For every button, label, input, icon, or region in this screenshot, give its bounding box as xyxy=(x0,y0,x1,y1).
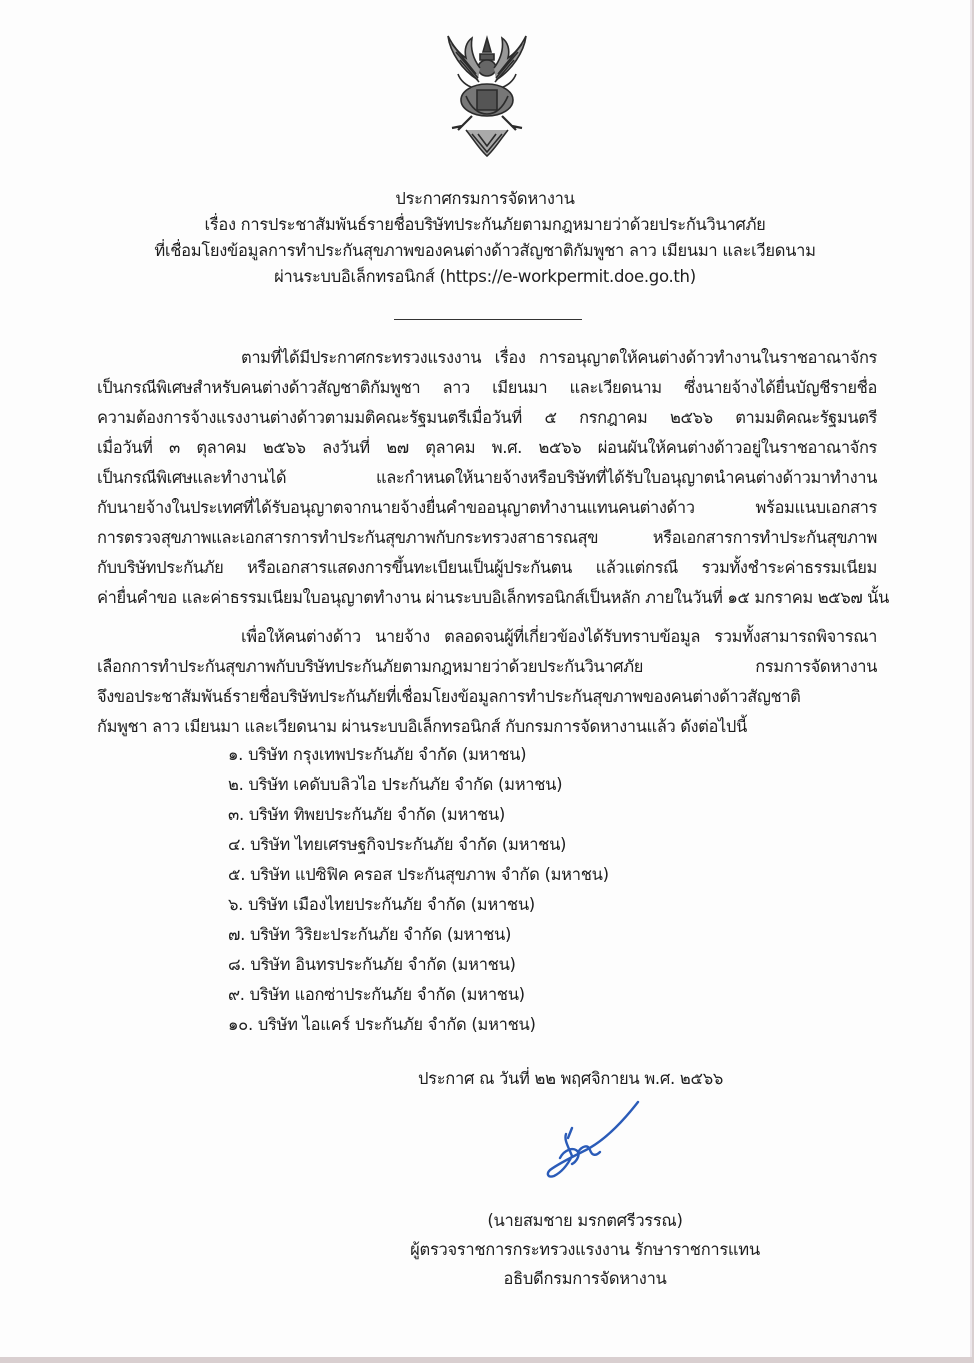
list-item: ๑๐. บริษัท ไอแคร์ ประกันภัย จำกัด (มหาชน) xyxy=(228,1015,536,1034)
paragraph-line: เพื่อให้คนต่างด้าว นายจ้าง ตลอดจนผู้ที่เกี่ยวข้องได้รับทราบข้อมูล รวมทั้งสามารถพิจารณา xyxy=(241,627,877,646)
paragraph-line: กับบริษัทประกันภัย หรือเอกสารแสดงการขึ้นทะเบียนเป็นผู้ประกันตน แล้วแต่กรณี รวมทั้งชำระค่าธรรมเนียม xyxy=(97,558,877,577)
insurance-company-list xyxy=(228,740,609,1040)
list-item: ๙. บริษัท แอกซ่าประกันภัย จำกัด (มหาชน) xyxy=(228,985,525,1004)
paragraph-line: ค่ายื่นคำขอ และค่าธรรมเนียมใบอนุญาตทำงาน ผ่านระบบอิเล็กทรอนิกส์เป็นหลัก ภายในวันที่ ๑๕ มกราคม ๒๕๖๗ นั้น xyxy=(97,588,889,607)
list-item: ๖. บริษัท เมืองไทยประกันภัย จำกัด (มหาชน) xyxy=(228,895,535,914)
title-divider xyxy=(394,319,582,320)
subject-line-1: เรื่อง การประชาสัมพันธ์รายชื่อบริษัทประกันภัยตามกฎหมายว่าด้วยประกันวินาศภัย xyxy=(204,215,766,234)
paragraph-line: เป็นกรณีพิเศษสำหรับคนต่างด้าวสัญชาติกัมพูชา ลาว เมียนมา และเวียดนาม ซึ่งนายจ้างได้ยื่นบัญชีรายชื่อ xyxy=(97,378,877,397)
signatory-block xyxy=(380,1206,790,1293)
paragraph-line: ความต้องการจ้างแรงงานต่างด้าวตามมติคณะรัฐมนตรีเมื่อวันที่ ๕ กรกฎาคม ๒๕๖๖ ตามมติคณะรัฐมนตรี xyxy=(97,408,877,427)
signatory-name: (นายสมชาย มรกตศรีวรรณ) xyxy=(487,1211,683,1230)
announcement-date: ประกาศ ณ วันที่ ๒๒ พฤศจิกายน พ.ศ. ๒๕๖๖ xyxy=(418,1069,724,1088)
paragraph-line: ตามที่ได้มีประกาศกระทรวงแรงงาน เรื่อง การอนุญาตให้คนต่างด้าวทำงานในราชอาณาจักร xyxy=(241,348,877,367)
paragraph-line: การตรวจสุขภาพและเอกสารการทำประกันสุขภาพกับกระทรวงสาธารณสุข หรือเอกสารการทำประกันสุขภาพ xyxy=(97,528,877,547)
list-item: ๗. บริษัท วิริยะประกันภัย จำกัด (มหาชน) xyxy=(228,925,512,944)
garuda-emblem-icon xyxy=(432,30,542,160)
list-item: ๓. บริษัท ทิพยประกันภัย จำกัด (มหาชน) xyxy=(228,805,506,824)
body-paragraph-2 xyxy=(97,622,877,742)
signature-icon xyxy=(538,1098,648,1184)
subject-line-2: ที่เชื่อมโยงข้อมูลการทำประกันสุขภาพของคนต่างด้าวสัญชาติกัมพูชา ลาว เมียนมา และเวียดนาม xyxy=(154,241,816,260)
paragraph-line: จึงขอประชาสัมพันธ์รายชื่อบริษัทประกันภัยที่เชื่อมโยงข้อมูลการทำประกันสุขภาพของคนต่างด้าวสัญชาติ xyxy=(97,687,801,706)
list-item: ๒. บริษัท เคดับบลิวไอ ประกันภัย จำกัด (มหาชน) xyxy=(228,775,563,794)
subject-line-3: ผ่านระบบอิเล็กทรอนิกส์ (https://e-workpermit.doe.go.th) xyxy=(274,267,696,286)
signatory-office: อธิบดีกรมการจัดหางาน xyxy=(503,1269,667,1288)
paragraph-line: กับนายจ้างในประเทศที่ได้รับอนุญาตจากนายจ้างยื่นคำขออนุญาตทำงานแทนคนต่างด้าว พร้อมแนบเอกสาร xyxy=(97,498,877,517)
paragraph-line: เมื่อวันที่ ๓ ตุลาคม ๒๕๖๖ ลงวันที่ ๒๗ ตุลาคม พ.ศ. ๒๕๖๖ ผ่อนผันให้คนต่างด้าวอยู่ในราชอาณาจักร xyxy=(97,438,877,457)
paragraph-line: เป็นกรณีพิเศษและทำงานได้ และกำหนดให้นายจ้างหรือบริษัทที่ได้รับใบอนุญาตนำคนต่างด้าวมาทำงาน xyxy=(97,468,877,487)
list-item: ๘. บริษัท อินทรประกันภัย จำกัด (มหาชน) xyxy=(228,955,516,974)
list-item: ๕. บริษัท แปซิฟิค ครอส ประกันสุขภาพ จำกัด (มหาชน) xyxy=(228,865,609,884)
body-paragraph-1 xyxy=(97,343,889,613)
paragraph-line: กัมพูชา ลาว เมียนมา และเวียดนาม ผ่านระบบอิเล็กทรอนิกส์ กับกรมการจัดหางานแล้ว ดังต่อไปนี้ xyxy=(97,717,747,736)
list-item: ๔. บริษัท ไทยเศรษฐกิจประกันภัย จำกัด (มหาชน) xyxy=(228,835,567,854)
list-item: ๑. บริษัท กรุงเทพประกันภัย จำกัด (มหาชน) xyxy=(228,745,527,764)
announcement-title xyxy=(0,186,970,290)
issuer-heading: ประกาศกรมการจัดหางาน xyxy=(395,189,575,208)
paragraph-line: เลือกการทำประกันสุขภาพกับบริษัทประกันภัยตามกฎหมายว่าด้วยประกันวินาศภัย กรมการจัดหางาน xyxy=(97,657,877,676)
signatory-position: ผู้ตรวจราชการกระทรวงแรงงาน รักษาราชการแทน xyxy=(410,1240,760,1259)
